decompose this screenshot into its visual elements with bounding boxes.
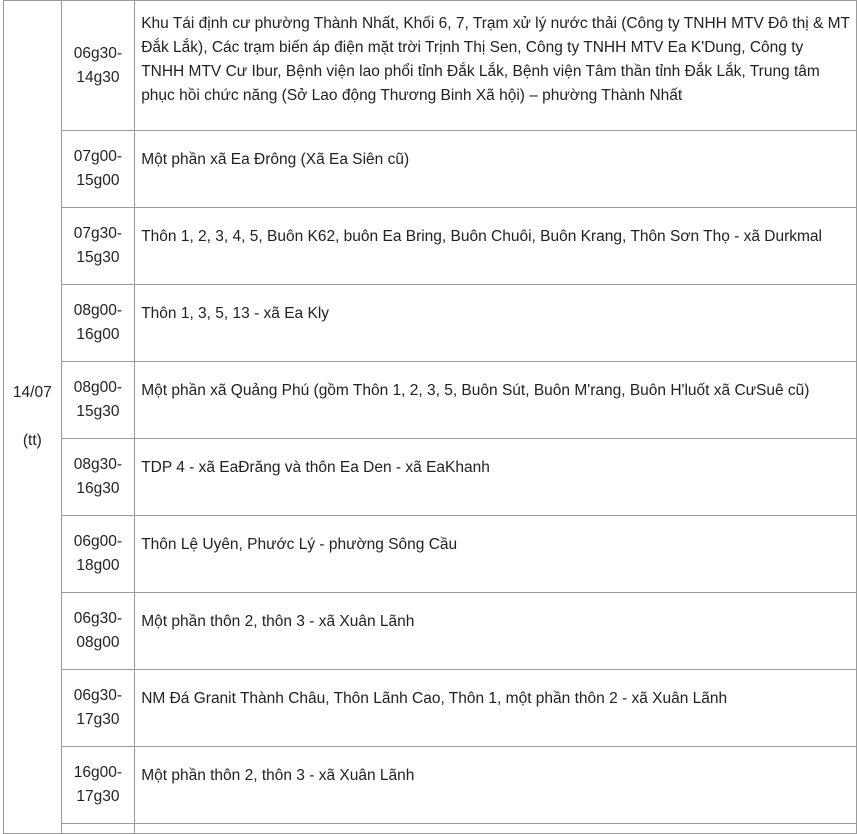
- area-cell: Một phần xã Ea Đrông (Xã Ea Siên cũ): [135, 131, 857, 208]
- table-row: [4, 670, 857, 747]
- table-row: [4, 747, 857, 824]
- area-cell: Một phần xã Quảng Phú (gồm Thôn 1, 2, 3, 5, Buôn Sút, Buôn M'rang, Buôn H'luốt xã CưSuê cũ): [135, 362, 857, 439]
- area-cell: Một phần thôn 2, thôn 3 - xã Xuân Lãnh: [135, 747, 857, 824]
- time-start: 07g30-: [73, 225, 123, 242]
- time-cell: [61, 439, 135, 516]
- area-cell: Khu Tái định cư phường Thành Nhất, Khối 6, 7, Trạm xử lý nước thải (Công ty TNHH MTV Đô thị & MT Đắk Lắk), Các trạm biến áp điện mặt trời Trịnh Thị Sen, Công ty TNHH MTV Ea K'Dung, Công ty TNHH MTV Cư Ibur, Bệnh viện lao phổi tỉnh Đắk Lắk, Bệnh viện Tâm thần tỉnh Đắk Lắk, Trung tâm phục hồi chức năng (Sở Lao động Thương Binh Xã hội) – phường Thành Nhất: [135, 1, 857, 131]
- time-end: 15g30: [76, 249, 120, 266]
- time-end: 08g00: [76, 634, 120, 651]
- time-end: 17g30: [76, 711, 120, 728]
- time-cell: [61, 593, 135, 670]
- time-start: 07g00-: [73, 148, 123, 165]
- time-cell: [61, 362, 135, 439]
- date-note: (tt): [22, 432, 42, 449]
- time-end: 15g00: [76, 172, 120, 189]
- time-start: 06g30-: [73, 610, 123, 627]
- table-row: [4, 593, 857, 670]
- time-cell: [61, 747, 135, 824]
- time-start: 16g00-: [73, 764, 123, 781]
- time-end: 15g30: [76, 403, 120, 420]
- time-start: 08g30-: [73, 456, 123, 473]
- date-cell: [4, 1, 62, 834]
- time-end: 14g30: [76, 68, 120, 86]
- time-start: 08g00-: [73, 302, 123, 319]
- area-cell: TDP 4 - xã EaĐrăng và thôn Ea Den - xã EaKhanh: [135, 439, 857, 516]
- area-cell: [135, 824, 857, 834]
- date-day: 14/07: [12, 384, 52, 401]
- time-cell: [61, 131, 135, 208]
- time-start: 08g00-: [73, 379, 123, 396]
- table-row: [4, 362, 857, 439]
- time-end: 16g00: [76, 326, 120, 343]
- time-cell: [61, 516, 135, 593]
- time-end: 16g30: [76, 480, 120, 497]
- time-start: 06g00-: [73, 533, 123, 550]
- area-cell: Thôn 1, 3, 5, 13 - xã Ea Kly: [135, 285, 857, 362]
- area-cell: Thôn Lệ Uyên, Phước Lý - phường Sông Cầu: [135, 516, 857, 593]
- table-row: [4, 439, 857, 516]
- area-cell: Một phần thôn 2, thôn 3 - xã Xuân Lãnh: [135, 593, 857, 670]
- time-cell: [61, 670, 135, 747]
- time-end: 18g00: [76, 557, 120, 574]
- time-cell: [61, 208, 135, 285]
- table-row: [4, 208, 857, 285]
- time-cell: [61, 1, 135, 131]
- time-start: 06g30-: [73, 44, 123, 62]
- area-cell: Thôn 1, 2, 3, 4, 5, Buôn K62, buôn Ea Bring, Buôn Chuôi, Buôn Krang, Thôn Sơn Thọ - xã Durkmal: [135, 208, 857, 285]
- time-cell: [61, 824, 135, 834]
- table-row: [4, 131, 857, 208]
- area-cell: NM Đá Granit Thành Châu, Thôn Lãnh Cao, Thôn 1, một phần thôn 2 - xã Xuân Lãnh: [135, 670, 857, 747]
- table-row: [4, 516, 857, 593]
- table-row: [4, 285, 857, 362]
- table-row: [4, 1, 857, 131]
- time-start: 06g30-: [73, 687, 123, 704]
- time-end: 17g30: [76, 788, 120, 805]
- time-cell: [61, 285, 135, 362]
- table-row: [4, 824, 857, 834]
- outage-schedule-table: [3, 0, 857, 834]
